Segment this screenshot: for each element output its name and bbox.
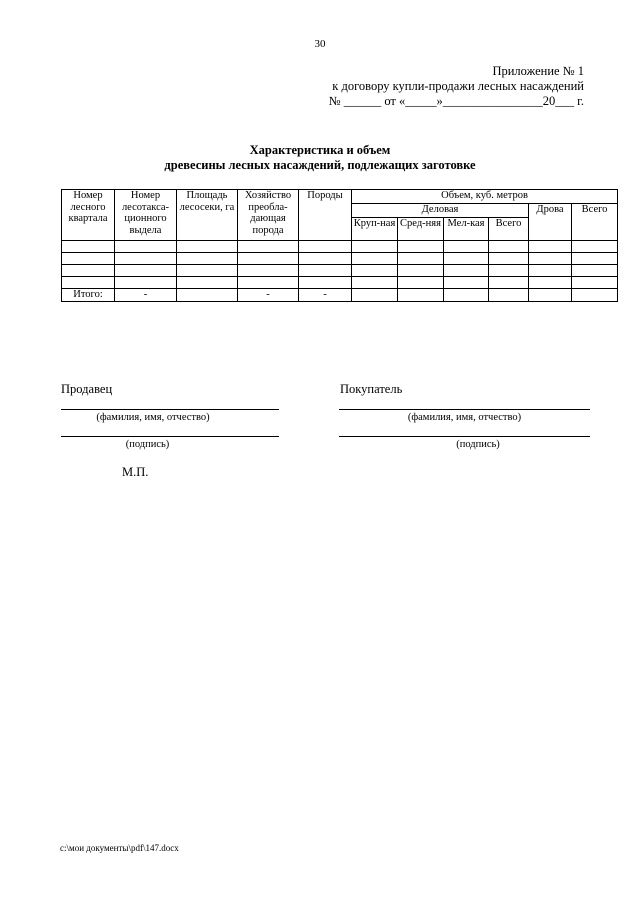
table-cell: [529, 265, 572, 277]
table-cell: [572, 277, 618, 289]
table-cell: [398, 265, 444, 277]
buyer-label: Покупатель: [340, 382, 403, 396]
table-cell: [238, 241, 299, 253]
table-cell: [115, 265, 177, 277]
total-mark-species: -: [299, 289, 352, 302]
table-cell: [489, 277, 529, 289]
header-commercial-total: Всего: [489, 218, 529, 241]
table-row: [62, 253, 618, 265]
buyer-signature-line[interactable]: [339, 436, 590, 437]
appendix-title: Приложение № 1: [492, 64, 584, 78]
table-cell: [299, 277, 352, 289]
table-cell: [529, 241, 572, 253]
header-total: Всего: [572, 204, 618, 241]
table-cell: [444, 241, 489, 253]
appendix-header: [284, 64, 584, 109]
table-cell: [398, 253, 444, 265]
table-cell: [299, 253, 352, 265]
table-cell: [115, 241, 177, 253]
table-cell: [177, 265, 238, 277]
table-cell: [238, 253, 299, 265]
table-header-row: [62, 190, 618, 204]
table-cell: [299, 241, 352, 253]
table-cell: [444, 253, 489, 265]
table-cell: [177, 277, 238, 289]
seller-label: Продавец: [61, 382, 113, 396]
header-species: Породы: [299, 190, 352, 241]
seller-name-line[interactable]: [61, 409, 279, 410]
table-cell: [177, 253, 238, 265]
table-cell: [529, 253, 572, 265]
table-cell: [352, 253, 398, 265]
seller-name-caption: (фамилия, имя, отчество): [96, 412, 210, 423]
total-label: Итого:: [62, 289, 115, 302]
appendix-contract-ref: к договору купли-продажи лесных насаждений: [332, 79, 584, 93]
header-allotment: Номер лесотакса-ционного выдела: [115, 190, 177, 241]
table-cell: [444, 277, 489, 289]
table-cell: [489, 253, 529, 265]
header-medium: Сред-няя: [398, 218, 444, 241]
table-row: [62, 265, 618, 277]
timber-volume-table: [61, 189, 618, 302]
buyer-name-caption: (фамилия, имя, отчество): [407, 412, 522, 423]
table-cell: [352, 241, 398, 253]
buyer-signature-caption: (подпись): [456, 439, 500, 450]
table-cell: [398, 289, 444, 302]
buyer-name-line[interactable]: [339, 409, 590, 410]
table-cell: [398, 241, 444, 253]
table-cell: [352, 289, 398, 302]
seller-signature-line[interactable]: [61, 436, 279, 437]
header-commercial: Деловая: [352, 204, 529, 218]
table-cell: [572, 253, 618, 265]
table-cell: [529, 277, 572, 289]
table-cell: [572, 265, 618, 277]
appendix-contract-number: № ______ от «_____»________________20___ г.: [328, 94, 584, 108]
title-line-2: древесины лесных насаждений, подлежащих заготовке: [164, 158, 476, 172]
header-large: Круп-ная: [352, 218, 398, 241]
table-cell: [177, 241, 238, 253]
seller-signature-caption: (подпись): [125, 439, 170, 450]
table-cell: [444, 289, 489, 302]
table-cell: [529, 289, 572, 302]
header-firewood: Дрова: [529, 204, 572, 241]
table-cell: [62, 265, 115, 277]
table-cell: [115, 277, 177, 289]
table-cell: [489, 241, 529, 253]
header-small: Мел-кая: [444, 218, 489, 241]
table-cell: [572, 289, 618, 302]
table-cell: [238, 265, 299, 277]
table-cell: [62, 277, 115, 289]
table-cell: [238, 277, 299, 289]
table-cell: [62, 241, 115, 253]
table-total-row: [62, 289, 618, 302]
header-breed: Хозяйство преобла-дающая порода: [238, 190, 299, 241]
table-cell: [177, 289, 238, 302]
table-cell: [62, 253, 115, 265]
document-title: [0, 143, 640, 173]
table-cell: [352, 277, 398, 289]
seal-placeholder: М.П.: [122, 465, 149, 479]
table-cell: [444, 265, 489, 277]
table-row: [62, 241, 618, 253]
header-area: Площадь лесосеки, га: [177, 190, 238, 241]
table-row: [62, 277, 618, 289]
header-quarter: Номер лесного квартала: [62, 190, 115, 241]
table-cell: [115, 253, 177, 265]
table-cell: [489, 289, 529, 302]
table-cell: [352, 265, 398, 277]
header-volume: Объем, куб. метров: [352, 190, 618, 204]
page-number: 30: [314, 38, 326, 50]
file-path-footer: c:\мои документы\pdf\147.docx: [60, 843, 179, 853]
table-cell: [489, 265, 529, 277]
table-cell: [299, 265, 352, 277]
table-cell: [572, 241, 618, 253]
total-mark-breed: -: [238, 289, 299, 302]
total-mark-allotment: -: [115, 289, 177, 302]
title-line-1: Характеристика и объем: [249, 143, 391, 157]
table-cell: [398, 277, 444, 289]
